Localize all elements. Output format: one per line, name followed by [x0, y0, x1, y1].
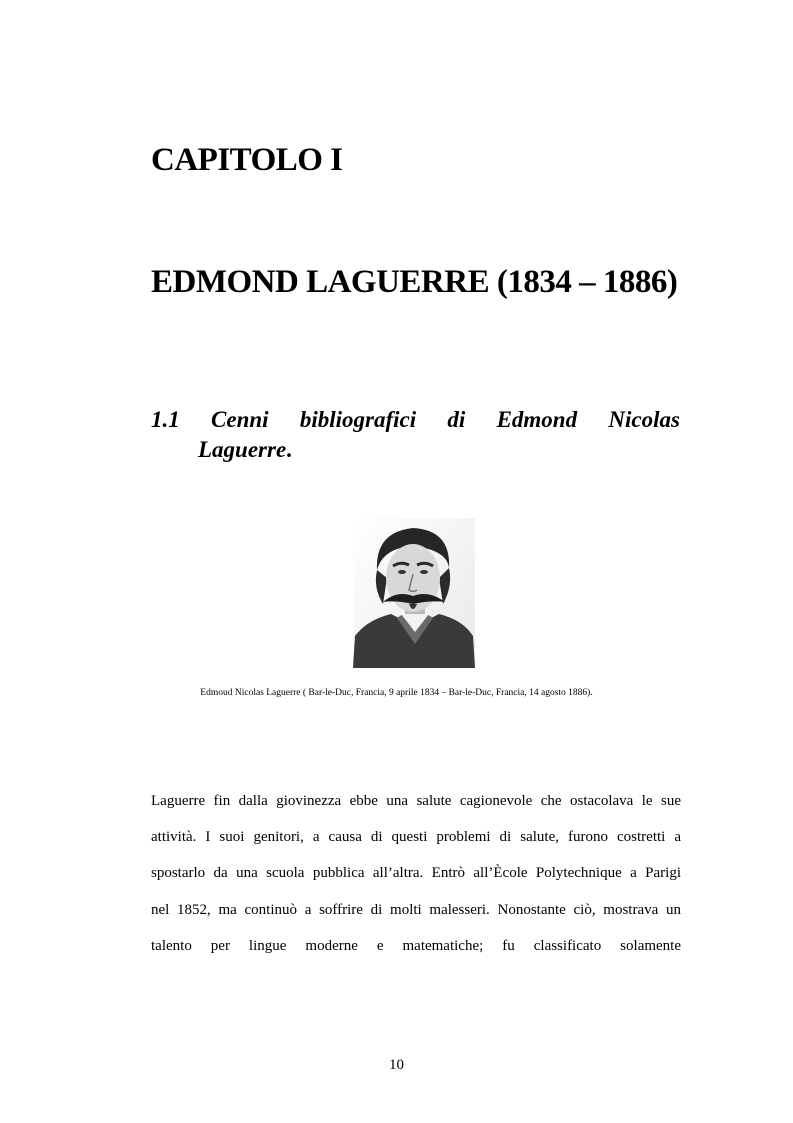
section-heading [151, 405, 680, 465]
paragraph-line: spostarlo da una scuola pubblica all’altra. Entrò all’Ècole Polytechnique a Parigi [151, 865, 681, 882]
paragraph-line: nel 1852, ma continuò a soffrire di molti malesseri. Nonostante ciò, mostrava un [151, 901, 681, 918]
section-word: Cenni [211, 407, 269, 432]
section-word: bibliografici [299, 407, 417, 432]
section-continuation: Laguerre [198, 437, 287, 462]
paragraph-line: talento per lingue moderne e matematiche; fu classificato solamente [151, 937, 681, 954]
paragraph-line: Laguerre fin dalla giovinezza ebbe una salute cagionevole che ostacolava le sue [151, 793, 681, 809]
chapter-heading: CAPITOLO I [151, 142, 343, 178]
section-period: . [286, 437, 292, 462]
section-number: 1.1 [151, 407, 180, 432]
portrait-caption: Edmoud Nicolas Laguerre ( Bar-le-Duc, Francia, 9 aprile 1834 – Bar-le-Duc, Francia, 14 agosto 1886). [200, 688, 593, 698]
body-paragraph [151, 783, 681, 964]
section-word: Edmond [496, 407, 578, 432]
section-word: di [447, 407, 466, 432]
portrait-photograph-icon [353, 518, 475, 668]
paragraph-line: attività. I suoi genitori, a causa di questi problemi di salute, furono costretti a [151, 829, 681, 846]
page-number: 10 [389, 1057, 404, 1073]
section-word: Nicolas [608, 407, 680, 432]
chapter-title: EDMOND LAGUERRE (1834 – 1886) [151, 264, 678, 300]
